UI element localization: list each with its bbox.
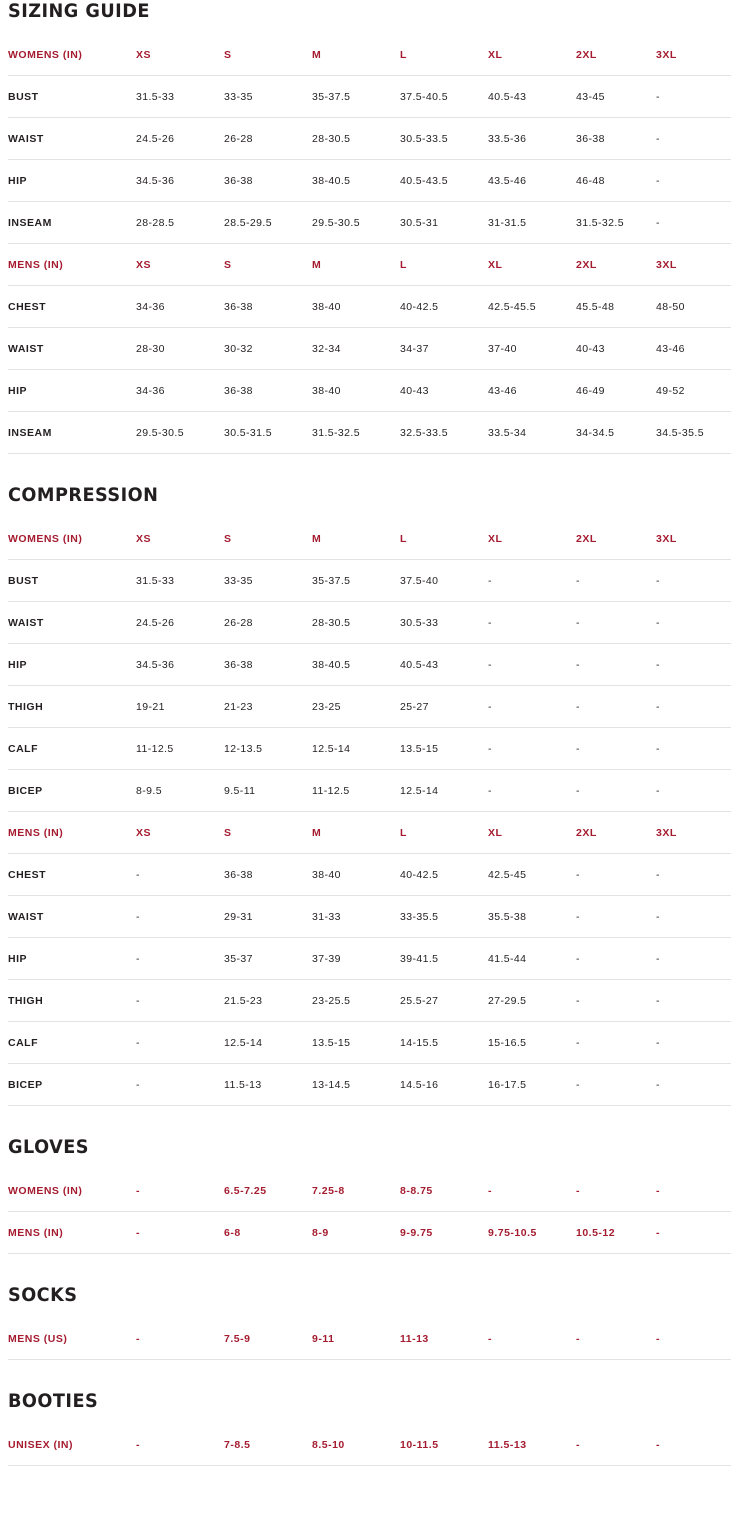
cell: 23-25 [312, 686, 400, 728]
cell: 11-12.5 [312, 770, 400, 812]
cell: 24.5-26 [136, 602, 224, 644]
cell: - [576, 896, 656, 938]
column-header: XL [488, 34, 576, 76]
cell: - [576, 686, 656, 728]
cell: - [656, 1212, 731, 1254]
cell: - [576, 854, 656, 896]
cell: 40-42.5 [400, 854, 488, 896]
cell: - [656, 728, 731, 770]
cell: - [136, 1318, 224, 1360]
column-header: XS [136, 34, 224, 76]
cell: 12.5-14 [312, 728, 400, 770]
table-row [8, 854, 731, 896]
column-header: XS [136, 244, 224, 286]
page-bottom-spacer [8, 1466, 731, 1476]
cell: - [576, 728, 656, 770]
cell: 40-42.5 [400, 286, 488, 328]
cell: - [656, 980, 731, 1022]
row-label: BUST [8, 560, 136, 602]
table-row [8, 328, 731, 370]
table-row [8, 644, 731, 686]
cell: 41.5-44 [488, 938, 576, 980]
cell: 35-37.5 [312, 560, 400, 602]
cell: - [656, 686, 731, 728]
table-row [8, 202, 731, 244]
cell: 28-30.5 [312, 118, 400, 160]
column-header: 3XL [656, 812, 731, 854]
cell: 34-36 [136, 286, 224, 328]
row-label: BUST [8, 76, 136, 118]
cell: 37.5-40 [400, 560, 488, 602]
cell: 13.5-15 [312, 1022, 400, 1064]
table-header-row [8, 812, 731, 854]
cell: 49-52 [656, 370, 731, 412]
cell: 26-28 [224, 602, 312, 644]
table-row [8, 286, 731, 328]
column-header: L [400, 244, 488, 286]
row-label: CALF [8, 1022, 136, 1064]
cell: 25.5-27 [400, 980, 488, 1022]
cell: 28-28.5 [136, 202, 224, 244]
cell: - [488, 602, 576, 644]
row-label: WOMENS (IN) [8, 1170, 136, 1212]
cell: 35-37 [224, 938, 312, 980]
cell: 10-11.5 [400, 1424, 488, 1466]
cell: - [136, 896, 224, 938]
row-label: INSEAM [8, 202, 136, 244]
cell: 36-38 [224, 160, 312, 202]
cell: 14.5-16 [400, 1064, 488, 1106]
row-label: THIGH [8, 980, 136, 1022]
cell: - [576, 770, 656, 812]
cell: - [136, 938, 224, 980]
column-header: 2XL [576, 244, 656, 286]
column-header: WOMENS (IN) [8, 34, 136, 76]
cell: 21.5-23 [224, 980, 312, 1022]
cell: - [488, 728, 576, 770]
cell: 34.5-35.5 [656, 412, 731, 454]
cell: 29.5-30.5 [312, 202, 400, 244]
row-label: HIP [8, 160, 136, 202]
cell: 36-38 [224, 370, 312, 412]
cell: 38-40 [312, 854, 400, 896]
cell: 33-35 [224, 76, 312, 118]
cell: 38-40 [312, 370, 400, 412]
row-label: UNISEX (IN) [8, 1424, 136, 1466]
section-title-gloves: GLOVES [8, 1136, 89, 1158]
table-row [8, 1212, 731, 1254]
cell: 13.5-15 [400, 728, 488, 770]
column-header: MENS (IN) [8, 812, 136, 854]
cell: 30.5-33.5 [400, 118, 488, 160]
cell: 38-40 [312, 286, 400, 328]
cell: 15-16.5 [488, 1022, 576, 1064]
cell: 36-38 [576, 118, 656, 160]
cell: 12-13.5 [224, 728, 312, 770]
cell: - [656, 1424, 731, 1466]
column-header: XS [136, 812, 224, 854]
cell: 43-45 [576, 76, 656, 118]
row-label: CALF [8, 728, 136, 770]
section-title-socks: SOCKS [8, 1284, 78, 1306]
cell: 11-13 [400, 1318, 488, 1360]
cell: 36-38 [224, 644, 312, 686]
cell: - [576, 560, 656, 602]
cell: 40.5-43.5 [400, 160, 488, 202]
cell: 37.5-40.5 [400, 76, 488, 118]
cell: - [656, 160, 731, 202]
cell: 6-8 [224, 1212, 312, 1254]
table-row [8, 1318, 731, 1360]
cell: - [576, 938, 656, 980]
column-header: M [312, 812, 400, 854]
section-title-booties: BOOTIES [8, 1390, 99, 1412]
cell: 12.5-14 [224, 1022, 312, 1064]
row-label: MENS (US) [8, 1318, 136, 1360]
cell: 43-46 [656, 328, 731, 370]
table-row [8, 1170, 731, 1212]
cell: 35-37.5 [312, 76, 400, 118]
cell: - [656, 118, 731, 160]
cell: 40-43 [576, 328, 656, 370]
cell: 46-48 [576, 160, 656, 202]
row-label: CHEST [8, 286, 136, 328]
cell: - [136, 980, 224, 1022]
cell: 45.5-48 [576, 286, 656, 328]
cell: 9.5-11 [224, 770, 312, 812]
cell: - [576, 1064, 656, 1106]
cell: - [656, 896, 731, 938]
column-header: WOMENS (IN) [8, 518, 136, 560]
column-header: S [224, 812, 312, 854]
table-row [8, 602, 731, 644]
cell: - [576, 602, 656, 644]
column-header: 2XL [576, 812, 656, 854]
cell: 10.5-12 [576, 1212, 656, 1254]
cell: - [576, 1318, 656, 1360]
cell: 7-8.5 [224, 1424, 312, 1466]
cell: 37-40 [488, 328, 576, 370]
cell: - [656, 202, 731, 244]
table-row [8, 412, 731, 454]
cell: 29-31 [224, 896, 312, 938]
cell: 28-30.5 [312, 602, 400, 644]
table-row [8, 160, 731, 202]
row-label: CHEST [8, 854, 136, 896]
cell: - [136, 1212, 224, 1254]
cell: 31.5-33 [136, 76, 224, 118]
row-label: WAIST [8, 602, 136, 644]
cell: 42.5-45 [488, 854, 576, 896]
cell: 24.5-26 [136, 118, 224, 160]
column-header: L [400, 34, 488, 76]
cell: - [136, 1064, 224, 1106]
cell: 42.5-45.5 [488, 286, 576, 328]
cell: - [656, 1318, 731, 1360]
cell: 11.5-13 [488, 1424, 576, 1466]
column-header: 3XL [656, 34, 731, 76]
column-header: M [312, 244, 400, 286]
row-label: WAIST [8, 118, 136, 160]
cell: 14-15.5 [400, 1022, 488, 1064]
table-sizing-guide-womens [8, 34, 731, 454]
cell: - [576, 1170, 656, 1212]
column-header: 3XL [656, 518, 731, 560]
column-header: 2XL [576, 518, 656, 560]
cell: 33.5-34 [488, 412, 576, 454]
cell: 26-28 [224, 118, 312, 160]
table-row [8, 728, 731, 770]
cell: - [488, 644, 576, 686]
cell: 32.5-33.5 [400, 412, 488, 454]
column-header: 2XL [576, 34, 656, 76]
column-header: XS [136, 518, 224, 560]
cell: 32-34 [312, 328, 400, 370]
cell: 30-32 [224, 328, 312, 370]
cell: 27-29.5 [488, 980, 576, 1022]
cell: 23-25.5 [312, 980, 400, 1022]
table-row [8, 1424, 731, 1466]
column-header: XL [488, 518, 576, 560]
cell: 25-27 [400, 686, 488, 728]
cell: 11.5-13 [224, 1064, 312, 1106]
column-header: XL [488, 812, 576, 854]
column-header: S [224, 244, 312, 286]
cell: 8-8.75 [400, 1170, 488, 1212]
row-label: BICEP [8, 770, 136, 812]
table-row [8, 1064, 731, 1106]
column-header: M [312, 518, 400, 560]
cell: 28-30 [136, 328, 224, 370]
row-label: THIGH [8, 686, 136, 728]
cell: - [136, 1170, 224, 1212]
cell: 9-11 [312, 1318, 400, 1360]
section-title-sizing-guide: SIZING GUIDE [8, 0, 150, 22]
cell: - [488, 1170, 576, 1212]
cell: 31-31.5 [488, 202, 576, 244]
cell: - [488, 560, 576, 602]
table-row [8, 118, 731, 160]
cell: 31.5-32.5 [576, 202, 656, 244]
cell: 34-34.5 [576, 412, 656, 454]
cell: 43-46 [488, 370, 576, 412]
cell: - [488, 686, 576, 728]
table-compression [8, 518, 731, 1106]
cell: - [488, 770, 576, 812]
cell: 31-33 [312, 896, 400, 938]
table-row [8, 770, 731, 812]
cell: - [656, 560, 731, 602]
table-header-row [8, 34, 731, 76]
row-label: HIP [8, 938, 136, 980]
cell: 40.5-43 [400, 644, 488, 686]
cell: 39-41.5 [400, 938, 488, 980]
row-label: WAIST [8, 896, 136, 938]
cell: - [656, 1170, 731, 1212]
cell: 12.5-14 [400, 770, 488, 812]
table-row [8, 938, 731, 980]
cell: 33-35.5 [400, 896, 488, 938]
table-header-row [8, 518, 731, 560]
row-label: WAIST [8, 328, 136, 370]
cell: 40-43 [400, 370, 488, 412]
cell: - [656, 938, 731, 980]
cell: - [656, 644, 731, 686]
cell: 8-9.5 [136, 770, 224, 812]
cell: 34-36 [136, 370, 224, 412]
cell: 8-9 [312, 1212, 400, 1254]
cell: 31.5-33 [136, 560, 224, 602]
table-socks [8, 1318, 731, 1360]
cell: 19-21 [136, 686, 224, 728]
column-header: L [400, 518, 488, 560]
table-row [8, 370, 731, 412]
row-label: HIP [8, 644, 136, 686]
cell: 38-40.5 [312, 644, 400, 686]
cell: 28.5-29.5 [224, 202, 312, 244]
cell: 21-23 [224, 686, 312, 728]
cell: 11-12.5 [136, 728, 224, 770]
cell: - [136, 1424, 224, 1466]
cell: 16-17.5 [488, 1064, 576, 1106]
cell: 36-38 [224, 286, 312, 328]
cell: 46-49 [576, 370, 656, 412]
cell: - [656, 770, 731, 812]
table-header-row [8, 244, 731, 286]
column-header: 3XL [656, 244, 731, 286]
column-header: L [400, 812, 488, 854]
column-header: MENS (IN) [8, 244, 136, 286]
cell: 31.5-32.5 [312, 412, 400, 454]
cell: - [656, 76, 731, 118]
cell: 40.5-43 [488, 76, 576, 118]
cell: 35.5-38 [488, 896, 576, 938]
cell: - [136, 1022, 224, 1064]
cell: 33.5-36 [488, 118, 576, 160]
cell: 9-9.75 [400, 1212, 488, 1254]
cell: 30.5-31.5 [224, 412, 312, 454]
cell: - [576, 644, 656, 686]
column-header: S [224, 34, 312, 76]
cell: 34-37 [400, 328, 488, 370]
table-row [8, 76, 731, 118]
table-row [8, 1022, 731, 1064]
section-title-compression: COMPRESSION [8, 484, 159, 506]
cell: 38-40.5 [312, 160, 400, 202]
cell: 30.5-33 [400, 602, 488, 644]
cell: 48-50 [656, 286, 731, 328]
row-label: MENS (IN) [8, 1212, 136, 1254]
cell: 8.5-10 [312, 1424, 400, 1466]
cell: 6.5-7.25 [224, 1170, 312, 1212]
cell: 34.5-36 [136, 160, 224, 202]
cell: 37-39 [312, 938, 400, 980]
row-label: INSEAM [8, 412, 136, 454]
column-header: XL [488, 244, 576, 286]
cell: - [656, 1064, 731, 1106]
cell: 36-38 [224, 854, 312, 896]
cell: - [656, 602, 731, 644]
column-header: M [312, 34, 400, 76]
table-row [8, 686, 731, 728]
cell: 33-35 [224, 560, 312, 602]
cell: 13-14.5 [312, 1064, 400, 1106]
cell: 29.5-30.5 [136, 412, 224, 454]
table-gloves [8, 1170, 731, 1254]
row-label: HIP [8, 370, 136, 412]
table-booties [8, 1424, 731, 1466]
cell: - [656, 854, 731, 896]
cell: 30.5-31 [400, 202, 488, 244]
cell: - [576, 1022, 656, 1064]
cell: - [656, 1022, 731, 1064]
cell: 7.25-8 [312, 1170, 400, 1212]
cell: - [576, 1424, 656, 1466]
cell: - [488, 1318, 576, 1360]
cell: - [136, 854, 224, 896]
cell: 34.5-36 [136, 644, 224, 686]
cell: 9.75-10.5 [488, 1212, 576, 1254]
cell: 7.5-9 [224, 1318, 312, 1360]
table-row [8, 896, 731, 938]
row-label: BICEP [8, 1064, 136, 1106]
cell: 43.5-46 [488, 160, 576, 202]
table-row [8, 980, 731, 1022]
column-header: S [224, 518, 312, 560]
cell: - [576, 980, 656, 1022]
table-row [8, 560, 731, 602]
